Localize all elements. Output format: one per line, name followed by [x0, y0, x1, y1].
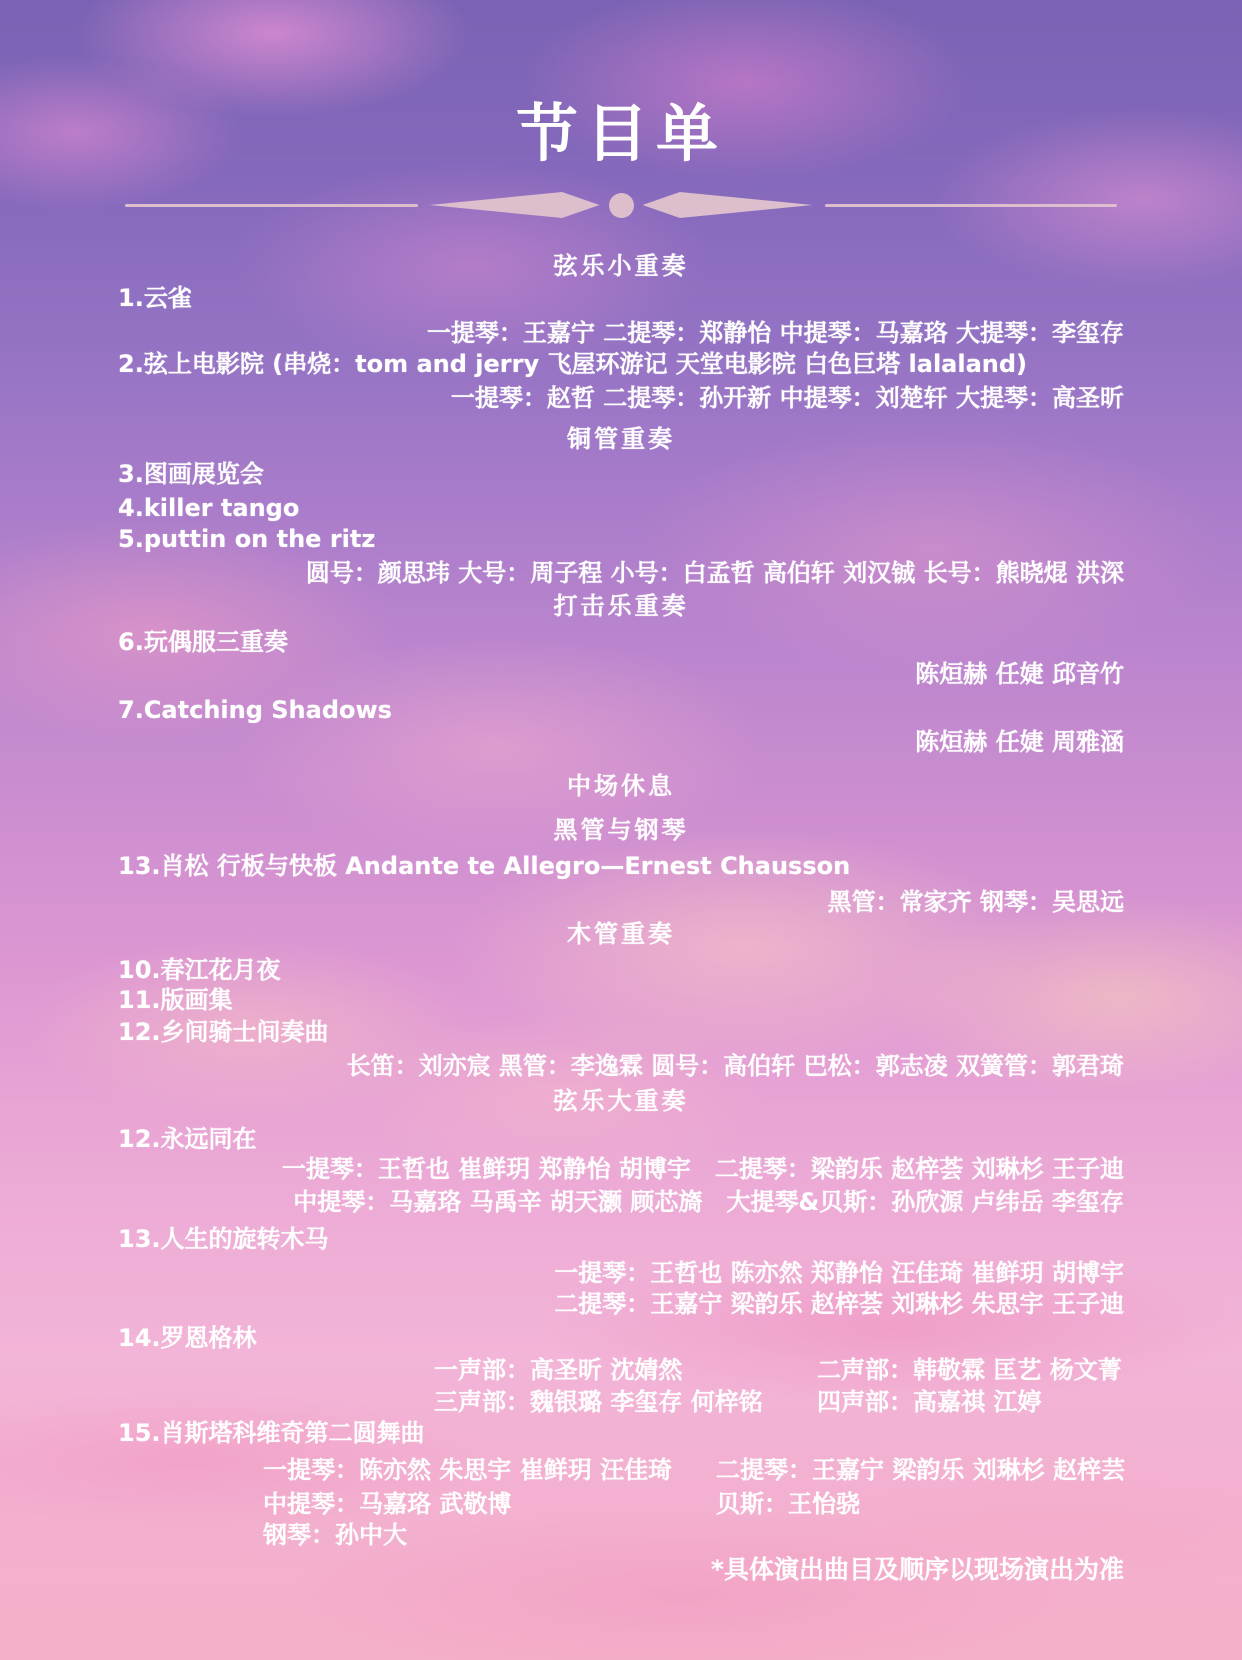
- performers-line: 一提琴：赵哲 二提琴：孙开新 中提琴：刘楚轩 大提琴：高圣昕: [450, 384, 1124, 412]
- performers-column-right: 四声部：高嘉祺 江婷: [817, 1388, 1042, 1416]
- performers-line: 陈烜赫 任婕 周雅涵: [915, 728, 1124, 756]
- performers-column-right: 二声部：韩敬霖 匡艺 杨文菁: [817, 1356, 1122, 1384]
- performers-column-left: 一提琴：陈亦然 朱思宇 崔鲜玥 汪佳琦: [263, 1456, 673, 1484]
- program-item: 6.玩偶服三重奏: [118, 628, 288, 656]
- program-item: 2.弦上电影院 (串烧：tom and jerry 飞屋环游记 天堂电影院 白色巨塔 lalaland): [118, 350, 1028, 378]
- intermission-label: 中场休息: [567, 772, 675, 800]
- section-header-woodwind: 木管重奏: [567, 920, 675, 948]
- section-header-brass: 铜管重奏: [567, 425, 675, 453]
- performers-line: [118, 1386, 1124, 1418]
- performers-line: [118, 1454, 1124, 1486]
- performers-line: 钢琴：孙中大: [263, 1521, 407, 1549]
- program-item: 5.puttin on the ritz: [118, 525, 376, 553]
- program-item: 7.Catching Shadows: [118, 696, 392, 724]
- program-item: 13.肖松 行板与快板 Andante te Allegro—Ernest Chausson: [118, 852, 851, 880]
- performers-column-right: 贝斯：王怡骁: [716, 1490, 860, 1518]
- performers-line: 黑管：常家齐 钢琴：吴思远: [827, 888, 1124, 916]
- performers-line: [118, 1488, 1124, 1520]
- program-item: 15.肖斯塔科维奇第二圆舞曲: [118, 1419, 425, 1447]
- performers-line: 一提琴：王哲也 崔鲜玥 郑静怡 胡博宇 二提琴：梁韵乐 赵梓荟 刘琳杉 王子迪: [281, 1155, 1124, 1183]
- program-item: 12.永远同在: [118, 1125, 257, 1153]
- program-item: 11.版画集: [118, 986, 233, 1014]
- performers-column-right: 二提琴：王嘉宁 梁韵乐 刘琳杉 赵梓芸: [716, 1456, 1126, 1484]
- footnote: *具体演出曲目及顺序以现场演出为准: [710, 1555, 1124, 1584]
- program-item: 12.乡间骑士间奏曲: [118, 1018, 329, 1046]
- performers-line: 二提琴：王嘉宁 梁韵乐 赵梓荟 刘琳杉 朱思宇 王子迪: [554, 1290, 1124, 1318]
- program-list: [118, 0, 1124, 1660]
- program-item: 4.killer tango: [118, 494, 300, 522]
- program-item: 10.春江花月夜: [118, 956, 281, 984]
- program-item: 1.云雀: [118, 284, 192, 312]
- program-item: 14.罗恩格林: [118, 1324, 257, 1352]
- performers-line: [118, 1354, 1124, 1386]
- performers-line: 一提琴：王嘉宁 二提琴：郑静怡 中提琴：马嘉珞 大提琴：李玺存: [426, 319, 1124, 347]
- performers-column-left: 中提琴：马嘉珞 武敬博: [263, 1490, 512, 1518]
- performers-line: 陈烜赫 任婕 邱音竹: [915, 660, 1124, 688]
- performers-column-left: 三声部：魏银璐 李玺存 何梓铭: [434, 1388, 763, 1416]
- section-header-strings-small: 弦乐小重奏: [553, 252, 689, 280]
- performers-line: 中提琴：马嘉珞 马禹辛 胡天灏 顾芯旖 大提琴&贝斯：孙欣源 卢纬岳 李玺存: [293, 1188, 1124, 1216]
- performers-line: 一提琴：王哲也 陈亦然 郑静怡 汪佳琦 崔鲜玥 胡博宇: [554, 1259, 1124, 1287]
- performers-column-left: 一声部：高圣昕 沈婧然: [434, 1356, 683, 1384]
- program-item: 3.图画展览会: [118, 460, 264, 488]
- section-header-strings-large: 弦乐大重奏: [553, 1087, 689, 1115]
- performers-line: 长笛：刘亦宸 黑管：李逸霖 圆号：高伯轩 巴松：郭志凌 双簧管：郭君琦: [346, 1052, 1124, 1080]
- section-header-percussion: 打击乐重奏: [553, 592, 689, 620]
- page-title: 节目单: [515, 97, 726, 170]
- program-item: 13.人生的旋转木马: [118, 1225, 329, 1253]
- performers-line: 圆号：颜思玮 大号：周子程 小号：白孟哲 高伯轩 刘汉铖 长号：熊晓焜 洪深: [305, 559, 1124, 587]
- section-header-clarinet-piano: 黑管与钢琴: [553, 816, 689, 844]
